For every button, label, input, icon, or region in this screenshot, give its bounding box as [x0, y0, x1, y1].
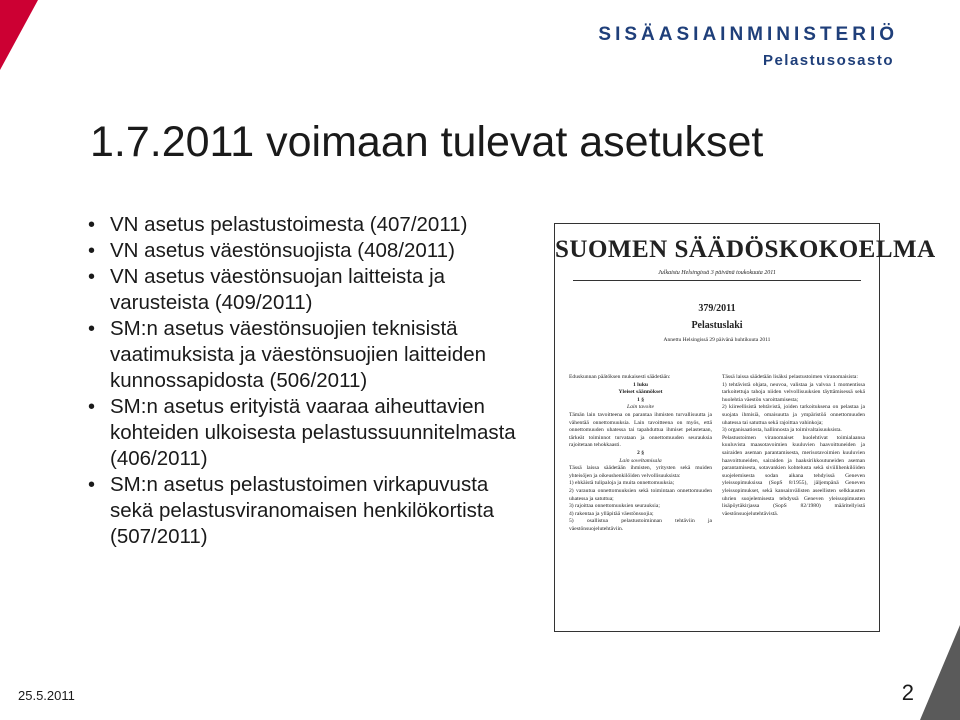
doc-paragraph: 2) kiireellisistä tehtävistä, joiden tarkoituksena on pelastaa ja suojata ihmisiä, omaisuutta ja ympäristöä onnettomuuden uhatessa tai satuttua sekä rajoittaa vahinkoja;: [722, 404, 865, 426]
document-number: 379/2011: [698, 303, 736, 314]
doc-paragraph: Pelastustoimen viranomaiset huolehtivat toimialaansa kuuluvista maasotavoimien kuuluvien haavoittuneiden ja sairaiden aseman parantamisesta, merisotavoimien kuuluvien haavoittuneiden, sairaiden ja haaksirikkoutuneiden aseman parantamisesta, sotavankien kohtelusta sekä siviilihenkilöiden suojelemisesta sodan aikana tehdyissä Geneven yleissopimuksissa (SopS 8/1955), jäljempänä Geneven yleissopimukset, sekä kansainvälisten aseellisten selkkausten uhrien suojelemisesta tehdyssä Geneven yleissopimusten lisäpöytäkirjassa (SopS 82/1980) määritellyistä väestönsuojelutehtävistä.: [722, 434, 865, 517]
bullet-icon: •: [88, 474, 96, 496]
doc-chapter: 1 luku: [632, 381, 649, 388]
page-number: 2: [901, 680, 914, 705]
bullet-item: [84, 316, 534, 394]
doc-section: 1 §: [637, 396, 644, 403]
doc-paragraph: Tämän lain tavoitteena on parantaa ihmisten turvallisuutta ja vähentää onnettomuuksia. Lain tavoitteena on myös, että onnettomuuden uhatessa tai tapahduttua ihmiset pelastetaan, tärkeät toiminnot turvataan ja onnettomuuden seurauksia rajoitetaan tehokkaasti.: [569, 411, 712, 449]
document-columns: [569, 374, 865, 533]
document-published: Julkaistu Helsingissä 3 päivänä toukokuuta 2011: [658, 270, 776, 276]
doc-section-title: Lain tavoite: [627, 404, 654, 411]
bullet-icon: •: [88, 266, 96, 288]
doc-paragraph: Tässä laissa säädetään lisäksi pelastustoimen viranomaisista:: [722, 374, 858, 380]
org-name: SISÄASIAINMINISTERIÖ: [598, 24, 898, 45]
document-image: [554, 223, 936, 632]
bullet-item: [84, 212, 534, 238]
doc-paragraph: 4) rakentaa ja ylläpitää väestönsuojia;: [569, 510, 654, 517]
doc-chapter-title: Yleiset säännökset: [618, 389, 663, 396]
bullet-text: VN asetus pelastustoimesta (407/2011): [110, 213, 468, 236]
corner-decoration-top-left: [0, 0, 38, 70]
bullet-item: [84, 238, 534, 264]
bullet-icon: •: [88, 240, 96, 262]
bullet-text: VN asetus väestönsuojista (408/2011): [110, 239, 455, 262]
document-left-column: [569, 374, 712, 533]
doc-paragraph: 1) tehtävistä ohjata, neuvoa, valistaa ja valvoa 1 momentissa tarkoitettuja tahoja niiden velvollisuuksien täyttämisessä sekä huolehtia väestön varoittamisesta;: [722, 381, 865, 403]
bullet-text: VN asetus väestönsuojan laitteista ja varusteista (409/2011): [110, 265, 446, 314]
bullet-icon: •: [88, 214, 96, 236]
document-given-date: Annettu Helsingissä 29 päivänä huhtikuuta 2011: [663, 337, 771, 343]
doc-paragraph: 5) osallistua pelastustoiminnan tehtäviin ja väestönsuojelutehtäviin.: [569, 518, 712, 532]
corner-decoration-bottom-right: [920, 625, 960, 720]
doc-section: 2 §: [637, 449, 644, 456]
doc-paragraph: Tässä laissa säädetään ihmisten, yritysten sekä muiden yhteisöjen ja oikeushenkilöiden velvollisuuksista:: [569, 465, 712, 479]
organization-logo: [598, 24, 898, 69]
doc-section-title: Lain soveltamisala: [619, 457, 662, 464]
doc-paragraph: 2) varautua onnettomuuksien sekä toimintaan onnettomuuden uhatessa ja satuttua;: [569, 487, 712, 502]
document-right-column: [722, 374, 865, 533]
doc-paragraph: Eduskunnan päätöksen mukaisesti säädetään:: [569, 374, 671, 380]
bullet-text: SM:n asetus pelastustoimen virkapuvusta sekä pelastusviranomaisen henkilökortista (507/2011): [110, 473, 495, 548]
bullet-item: [84, 394, 534, 472]
bullet-text: SM:n asetus erityistä vaaraa aiheuttavien kohteiden ulkoisesta pelastussuunnitelmasta (406/2011): [110, 395, 516, 470]
document-divider: [573, 280, 861, 281]
bullet-item: [84, 472, 534, 550]
document-heading: SUOMEN SÄÄDÖSKOKOELMA: [555, 236, 936, 263]
doc-paragraph: 3) organisaatiosta, hallinnosta ja toimivaltaisuuksista.: [722, 427, 842, 434]
slide-title: 1.7.2011 voimaan tulevat asetukset: [90, 118, 764, 166]
doc-paragraph: 1) ehkäistä tulipaloja ja muita onnettomuuksia;: [569, 480, 675, 487]
doc-paragraph: 3) rajoittaa onnettomuuksien seurauksia;: [569, 503, 660, 510]
bullet-item: [84, 264, 534, 316]
footer-date: 25.5.2011: [18, 688, 75, 703]
bullet-icon: •: [88, 318, 96, 340]
document-law-title: Pelastuslaki: [691, 320, 743, 331]
bullet-text: SM:n asetus väestönsuojien teknisistä vaatimuksista ja väestönsuojien laitteiden kunnossapidosta (506/2011): [110, 317, 487, 392]
org-department: Pelastusosasto: [762, 52, 894, 69]
bullet-icon: •: [88, 396, 96, 418]
bullet-list: [84, 212, 534, 550]
